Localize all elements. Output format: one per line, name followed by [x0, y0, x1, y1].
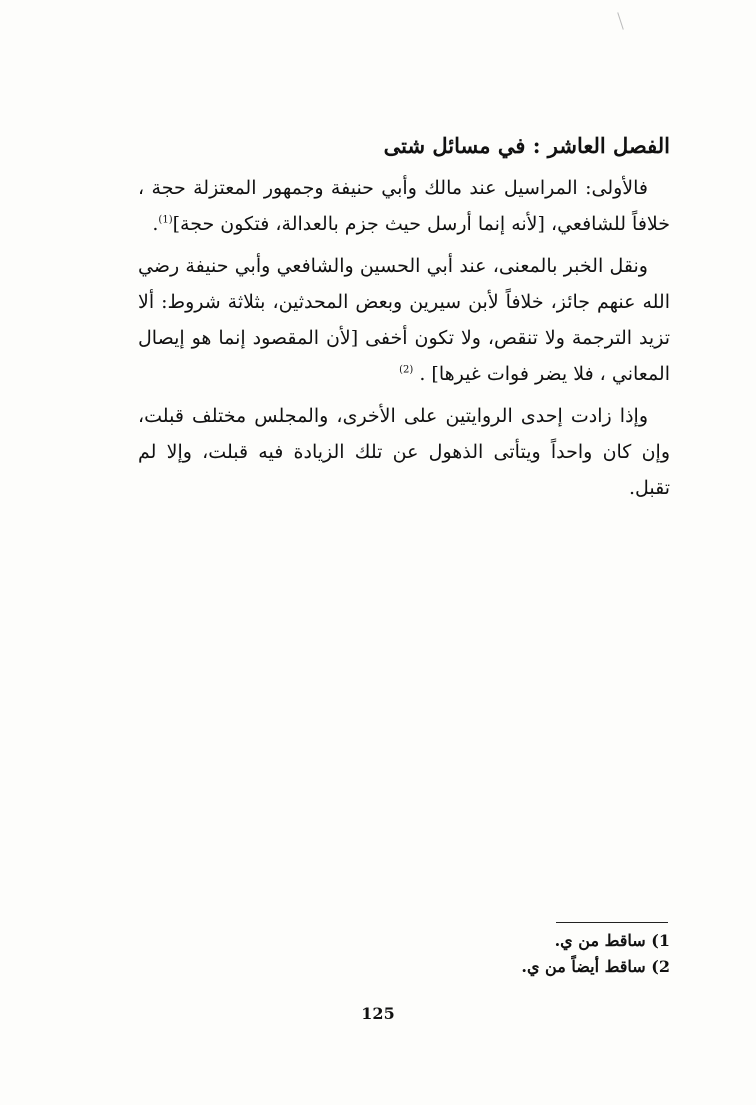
paragraph-2-text: ونقل الخبر بالمعنى، عند أبي الحسين والشافعي وأبي حنيفة رضي الله عنهم جائز، خلافاً لأبن سيرين وبعض المحدثين، بثلاثة شروط: ألا تزيد الترجمة ولا تنقص، ولا تكون أخفى [لأن المقصود إنما هو إيصال المعاني ، فلا يضر فوات غيرها] .: [138, 255, 670, 385]
footnote-ref-2[interactable]: (2): [399, 364, 414, 376]
paragraph-3: [138, 398, 670, 506]
footnotes: [380, 928, 670, 980]
footnote-2: 2) ساقط أيضاً من ي.: [521, 957, 670, 976]
paragraph-1: [138, 170, 670, 242]
footnote-1: 1) ساقط من ي.: [554, 931, 670, 950]
chapter-title: الفصل العاشر : في مسائل شتى: [383, 133, 670, 158]
footnote-ref-1[interactable]: (1): [158, 214, 173, 226]
paragraph-1-tail: .: [152, 213, 159, 235]
footnote-divider: [556, 922, 668, 923]
paragraph-3-text: وإذا زادت إحدى الروايتين على الأخرى، والمجلس مختلف قبلت، وإن كان واحداً ويتأتى الذهول عن تلك الزيادة فيه قبلت، وإلا لم تقبل.: [138, 405, 670, 499]
body-text: [138, 128, 670, 512]
scan-mark: [617, 12, 624, 29]
paragraph-2: [138, 248, 670, 392]
paragraph-1-text: فالأولى: المراسيل عند مالك وأبي حنيفة وجمهور المعتزلة حجة ، خلافاً للشافعي، [لأنه إنما أرسل حيث جزم بالعدالة، فتكون حجة]: [138, 177, 670, 235]
page-number: 125: [361, 1004, 395, 1023]
